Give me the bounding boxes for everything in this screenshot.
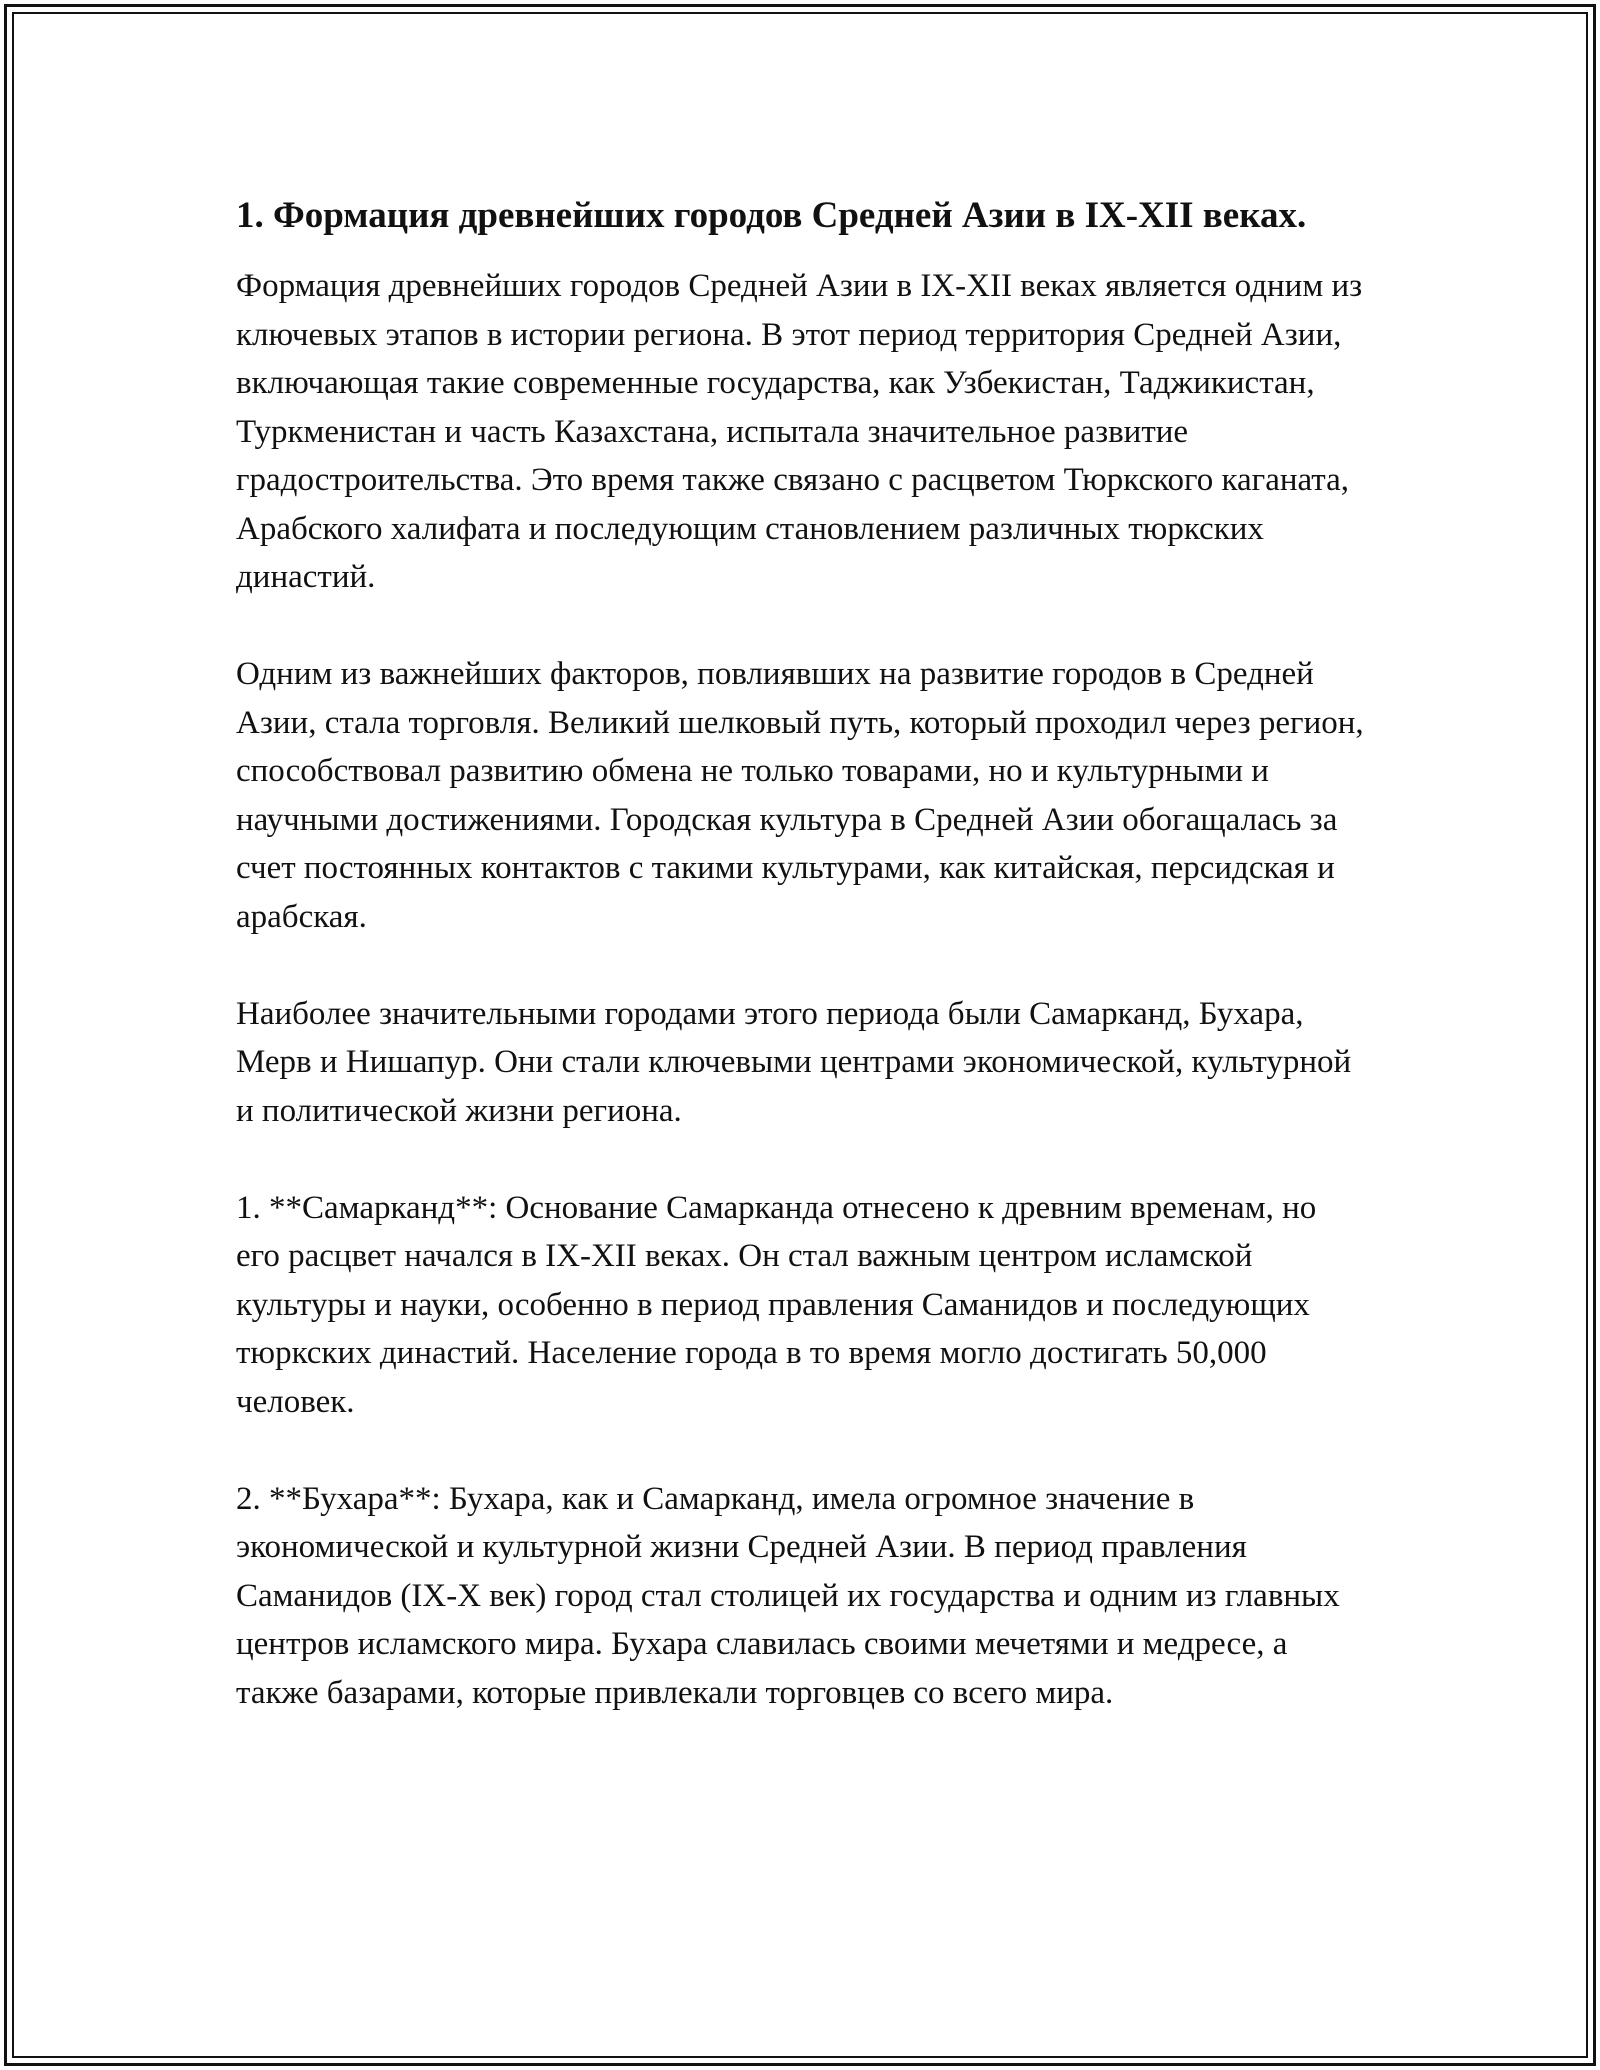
paragraph-bukhara: 2. **Бухара**: Бухара, как и Самарканд, имела огромное значение в экономической и культурной жизни Средней Азии. В период правления Саманидов (IX-X век) город стал столицей их государства и одним из главных центров исламского мира. Бухара славилась своими мечетями и медресе, а также базарами, которые привлекали торговцев со всего мира.	[236, 1480, 1340, 1711]
paragraph-trade: Одним из важнейших факторов, повлиявших на развитие городов в Средней Азии, стала торговля. Великий шелковый путь, который проходил через регион, способствовал развитию обмена не только товарами, но и культурными и научными достижениями. Городская культура в Средней Азии обогащалась за счет постоянных контактов с такими культурами, как китайская, персидская и арабская.	[236, 656, 1364, 935]
document-body	[236, 190, 1366, 1717]
paragraph-samarkand: 1. **Самарканд**: Основание Самарканда отнесено к древним временам, но его расцвет начался в IX-XII веках. Он стал важным центром исламской культуры и науки, особенно в период правления Саманидов и последующих тюркских династий. Население города в то время могло достигать 50,000 человек.	[236, 1189, 1317, 1420]
section-heading: 1. Формация древнейших городов Средней Азии в IX-XII веках.	[236, 195, 1307, 236]
paragraph-major-cities: Наиболее значительными городами этого периода были Самарканд, Бухара, Мерв и Нишапур. Они стали ключевыми центрами экономической, культурной и политической жизни региона.	[236, 995, 1352, 1129]
paragraph-intro: Формация древнейших городов Средней Азии в IX-XII веках является одним из ключевых этапов в истории региона. В этот период территория Средней Азии, включающая такие современные государства, как Узбекистан, Таджикистан, Туркменистан и часть Казахстана, испытала значительное развитие градостроительства. Это время также связано с расцветом Тюркского каганата, Арабского халифата и последующим становлением различных тюркских династий.	[236, 268, 1363, 595]
